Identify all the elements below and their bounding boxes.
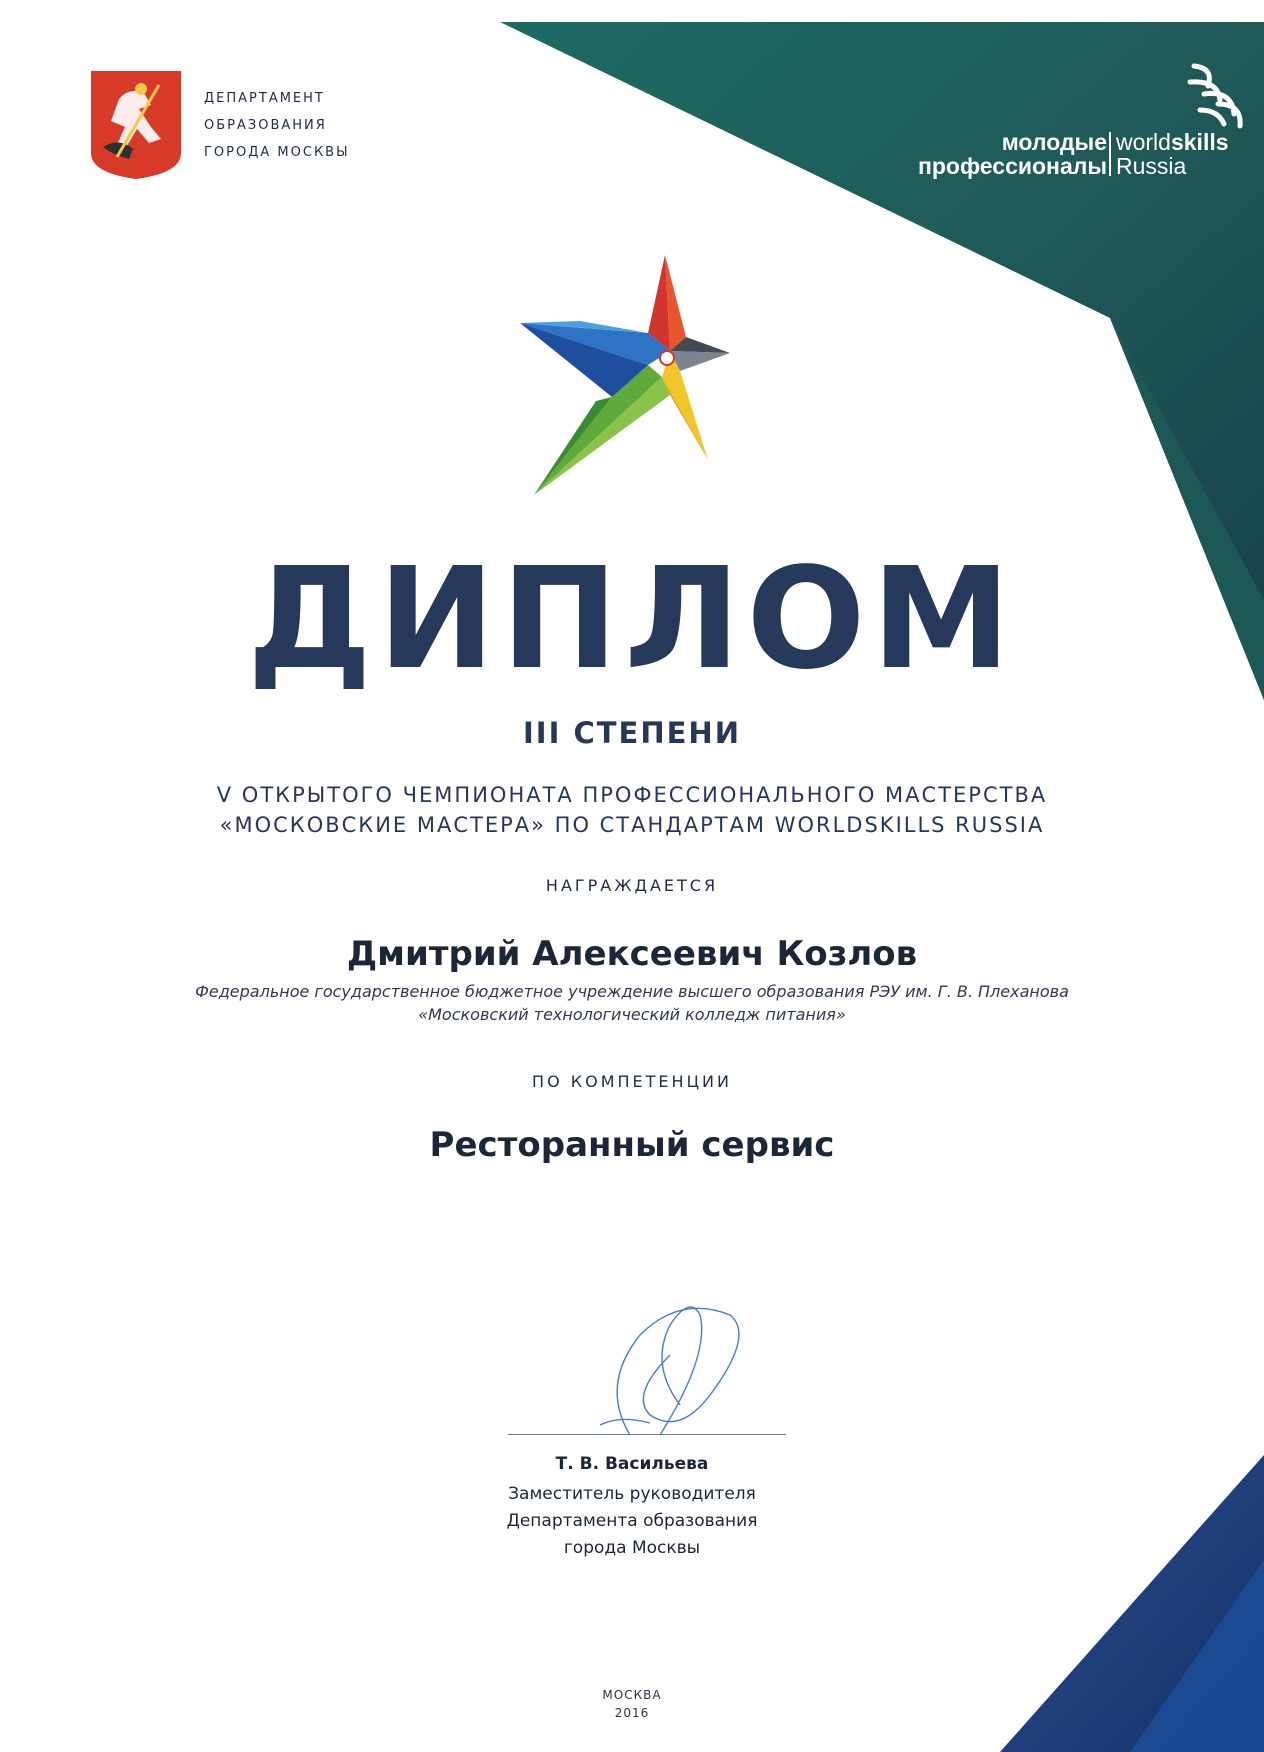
worldskills-hand-icon [1184, 60, 1248, 130]
championship-line: «МОСКОВСКИЕ МАСТЕРА» ПО СТАНДАРТАМ WORLDSKILLS RUSSIA [219, 813, 1045, 837]
championship-name [0, 780, 1264, 840]
worldskills-logo [880, 60, 1250, 190]
competence-label: ПО КОМПЕТЕНЦИИ [532, 1072, 732, 1091]
signatory-position-line: Заместитель руководителя [508, 1484, 756, 1504]
department-line: ГОРОДА МОСКВЫ [204, 145, 350, 160]
signature-line [508, 1434, 786, 1435]
city: МОСКВА [602, 1688, 662, 1702]
ws-separator [1109, 132, 1111, 176]
ws-line2-ru: профессионалы [917, 153, 1107, 179]
signatory-position [0, 1481, 1264, 1562]
ws-line1-en [1116, 129, 1229, 156]
ws-line2-en: Russia [1116, 153, 1187, 179]
recipient-organization [0, 980, 1264, 1026]
diploma-title: ДИПЛОМ [247, 538, 1017, 701]
awarded-label: НАГРАЖДАЕТСЯ [545, 876, 719, 895]
department-line: ДЕПАРТАМЕНТ [204, 91, 325, 106]
signatory-position-line: Департамента образования [506, 1511, 758, 1531]
ws-skills: skills [1170, 129, 1229, 155]
handwritten-signature [560, 1295, 760, 1445]
moscow-coat-of-arms-icon [89, 69, 183, 181]
signatory-position-line: города Москвы [563, 1538, 701, 1558]
organization-line: «Московский технологический колледж питания» [418, 1005, 846, 1024]
ws-world: world [1116, 129, 1171, 155]
department-name [204, 85, 350, 166]
signatory-name: Т. В. Васильева [555, 1454, 709, 1474]
diploma-degree: III СТЕПЕНИ [523, 716, 741, 750]
department-line: ОБРАЗОВАНИЯ [204, 118, 327, 133]
championship-line: V ОТКРЫТОГО ЧЕМПИОНАТА ПРОФЕССИОНАЛЬНОГО МАСТЕРСТВА [216, 783, 1048, 807]
multicolor-star-icon [520, 255, 730, 500]
competence-name: Ресторанный сервис [429, 1125, 835, 1165]
recipient-name: Дмитрий Алексеевич Козлов [346, 934, 918, 974]
ws-line1-ru: молодые [1001, 129, 1107, 155]
year: 2016 [614, 1706, 650, 1720]
organization-line: Федеральное государственное бюджетное учреждение высшего образования РЭУ им. Г. В. Плеханова [195, 982, 1069, 1001]
